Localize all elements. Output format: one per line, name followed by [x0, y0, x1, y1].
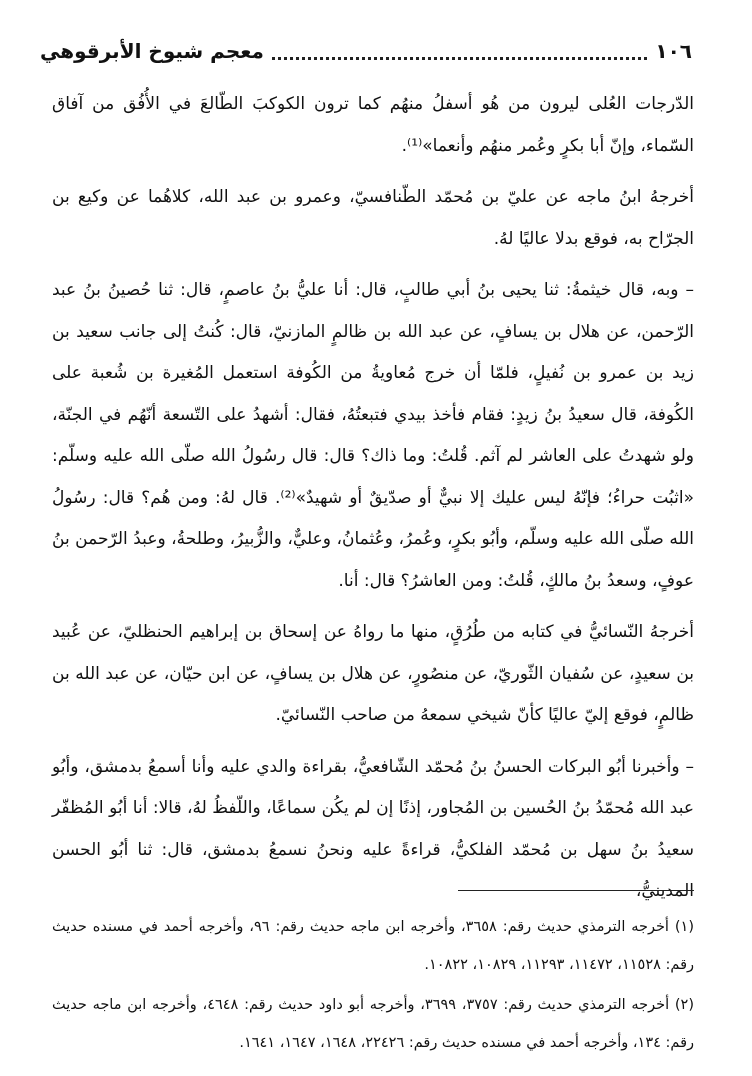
- paragraph-isnad-abu-barakat: – وأخبرنا أبُو البركات الحسنُ بنُ مُحمّد الشّافعيُّ، بقراءة والدي عليه وأنا أسمعُ بدمشق، وأبُو عبد الله مُحمّدُ بنُ الحُسين بن المُجاور، إذنًا إن لم يكُن سماعًا، واللّفظُ لهُ، قالا: أنا أبُو المُظفّر سعيدُ بنُ سهل بن مُحمّد الفلكيُّ، قراءةً عليه ونحنُ نسمعُ بدمشق، قال: ثنا أبُو الحسن المدينيُّ،: [52, 756, 694, 901]
- paragraph-hadith-continuation: الدّرجات العُلى ليرون من هُو أسفلُ منهُم كما ترون الكوكبَ الطّالعَ في الأُفُق من آفاق السّماء، وإنّ أبا بكرٍ وعُمر منهُم وأنعما»⁽¹⁾.: [52, 94, 694, 156]
- paragraph-takhrij-nasai: أخرجهُ النّسائيُّ في كتابه من طُرُقٍ، منها ما رواهُ عن إسحاق بن إبراهيم الحنظليّ، عن عُبيد بن سعيدٍ، عن سُفيان الثّوريّ، عن منصُورٍ، عن هلال بن يسافٍ، عن ابن حيّان، عن عبد الله بن ظالمٍ، فوقع إليّ عاليًا كأنّ شيخي سمعهُ من صاحب النّسائيّ.: [52, 622, 694, 725]
- page-number: ١٠٦: [655, 39, 692, 63]
- footnotes: [52, 908, 694, 1064]
- book-title: معجم شيوخ الأبرقوهي: [40, 39, 264, 63]
- paragraph-hadith-khaythama: – وبه، قال خيثمةُ: ثنا يحيى بنُ أبي طالبٍ، قال: أنا عليُّ بنُ عاصمٍ، قال: ثنا حُصينُ بنُ عبد الرّحمن، عن هلال بن يسافٍ، عن عبد الله بن ظالمٍ المازنيّ، قال: كُنتُ إلى جانب سعيد بن زيد بن عمرو بن نُفيلٍ، فلمّا أن خرج مُعاويةُ من الكُوفة استعمل المُغيرة بن شُعبة على الكُوفة، قال سعيدُ بنُ زيدٍ: فقام فأخذ بيدي فتبعتُهُ، فقال: أشهدُ على التّسعة أنّهُم في الجنّة، ولو شهدتُ على العاشر لم آثم. قُلتُ: وما ذاك؟ قال: قال رسُولُ الله صلّى الله عليه وسلّم: «اثبُت حراءُ؛ فإنّهُ ليس عليك إلا نبيٌّ أو صدّيقٌ أو شهيدٌ»⁽²⁾. قال لهُ: ومن هُم؟ قال: رسُولُ الله صلّى الله عليه وسلّم، وأبُو بكرٍ، وعُمرُ، وعُثمانُ، وعليٌّ، والزُّبيرُ، وطلحةُ، وعبدُ الرّحمن بنُ عوفٍ، وسعدُ بنُ مالكٍ، قُلتُ: ومن العاشرُ؟ قال: أنا.: [52, 280, 694, 591]
- running-header: [40, 34, 692, 68]
- header-dot-leader: [272, 43, 647, 60]
- footnote-separator: [458, 890, 694, 891]
- main-text: [52, 84, 694, 913]
- footnote-2: (٢) أخرجه الترمذي حديث رقم: ٣٧٥٧، ٣٦٩٩، وأخرجه أبو داود حديث رقم: ٤٦٤٨، وأخرجه ابن ماجه حديث رقم: ١٣٤، وأخرجه أحمد في مسنده حديث رقم: ٢٢٤٢٦، ١٦٤٨، ١٦٤٧، ١٦٤١.: [52, 997, 694, 1051]
- footnote-1: (١) أخرجه الترمذي حديث رقم: ٣٦٥٨، وأخرجه ابن ماجه حديث رقم: ٩٦، وأخرجه أحمد في مسنده حديث رقم: ١١٥٢٨، ١١٤٧٢، ١١٢٩٣، ١٠٨٢٩، ١٠٨٢٢.: [52, 919, 694, 973]
- paragraph-takhrij-ibn-majah: أخرجهُ ابنُ ماجه عن عليّ بن مُحمّد الطّنافسيّ، وعمرو بن عبد الله، كلاهُما عن وكيع بن الجرّاح به، فوقع بدلا عاليًا لهُ.: [52, 187, 694, 249]
